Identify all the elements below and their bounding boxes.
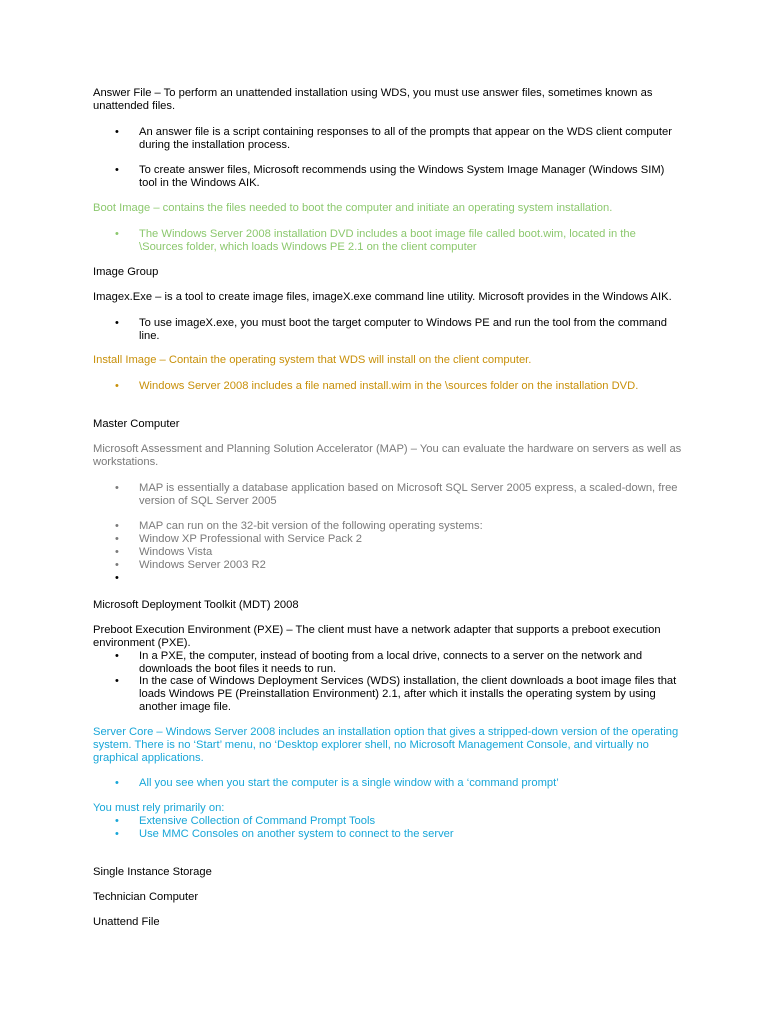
list-item-text: Windows Server 2003 R2 xyxy=(139,559,266,571)
list-item-text: In the case of Windows Deployment Services (WDS) installation, the client downloads a boot image files that loads Windows PE (Preinstallation Environment) 2.1, after which it installs the operating system by using another image file. xyxy=(139,675,677,713)
bullet: • xyxy=(115,828,119,840)
list-item-text: All you see when you start the computer is a single window with a ‘command prompt’ xyxy=(139,777,559,789)
list-item-text: In a PXE, the computer, instead of booting from a local drive, connects to a server on the network and downloads the boot files it needs to run. xyxy=(139,650,643,675)
mdt-heading: Microsoft Deployment Toolkit (MDT) 2008 xyxy=(93,599,299,611)
list-item xyxy=(115,815,679,828)
map-paragraph: Microsoft Assessment and Planning Solution Accelerator (MAP) – You can evaluate the hardware on servers as well as workstations. xyxy=(93,443,682,468)
single-instance-heading: Single Instance Storage xyxy=(93,866,212,878)
list-item xyxy=(115,482,679,508)
technician-heading: Technician Computer xyxy=(93,891,199,903)
image-group-heading: Image Group xyxy=(93,266,159,278)
list-item xyxy=(115,675,679,714)
bullet: • xyxy=(115,520,119,532)
list-item-text: To use imageX.exe, you must boot the target computer to Windows PE and run the tool from the command line. xyxy=(139,317,667,342)
list-item xyxy=(115,164,679,190)
list-item xyxy=(115,777,679,790)
master-computer-heading: Master Computer xyxy=(93,418,180,430)
list-item-text: Use MMC Consoles on another system to connect to the server xyxy=(139,828,454,840)
pxe-paragraph: Preboot Execution Environment (PXE) – The client must have a network adapter that supports a preboot execution environment (PXE). xyxy=(93,624,661,649)
list-item xyxy=(115,126,679,152)
bullet: • xyxy=(115,572,119,584)
list-item xyxy=(115,828,679,841)
list-item xyxy=(115,317,679,343)
list-item xyxy=(115,380,679,393)
list-item-text: MAP is essentially a database application based on Microsoft SQL Server 2005 express, a scaled-down, free version of SQL Server 2005 xyxy=(139,482,678,507)
server-core-paragraph: Server Core – Windows Server 2008 includes an installation option that gives a stripped-down version of the operating system. There is no ‘Start’ menu, no ‘Desktop explorer shell, no Microsoft Management Console, and virtually no graphical applications. xyxy=(93,726,679,764)
list-item xyxy=(115,533,679,546)
unattend-heading: Unattend File xyxy=(93,916,160,928)
list-item xyxy=(115,559,679,572)
bullet: • xyxy=(115,675,119,687)
list-item xyxy=(115,546,679,559)
bullet: • xyxy=(115,380,119,392)
bullet: • xyxy=(115,650,119,662)
bullet: • xyxy=(115,559,119,571)
list-item xyxy=(115,650,679,676)
bullet: • xyxy=(115,815,119,827)
list-item xyxy=(115,520,679,533)
rely-paragraph: You must rely primarily on: xyxy=(93,802,225,814)
bullet: • xyxy=(115,317,119,329)
bullet: • xyxy=(115,482,119,494)
list-item-text: An answer file is a script containing responses to all of the prompts that appear on the WDS client computer during the installation process. xyxy=(139,126,672,151)
answer-file-paragraph: Answer File – To perform an unattended installation using WDS, you must use answer files, sometimes known as unattended files. xyxy=(93,87,653,112)
imagex-paragraph: Imagex.Exe – is a tool to create image files, imageX.exe command line utility. Microsoft provides in the Windows AIK. xyxy=(93,291,672,303)
bullet: • xyxy=(115,546,119,558)
list-item xyxy=(115,228,679,254)
install-image-paragraph: Install Image – Contain the operating system that WDS will install on the client computer. xyxy=(93,354,532,366)
list-item-text: Extensive Collection of Command Prompt Tools xyxy=(139,815,376,827)
boot-image-paragraph: Boot Image – contains the files needed to boot the computer and initiate an operating system installation. xyxy=(93,202,613,214)
bullet: • xyxy=(115,228,119,240)
bullet: • xyxy=(115,533,119,545)
list-item-text: MAP can run on the 32-bit version of the following operating systems: xyxy=(139,520,483,532)
bullet: • xyxy=(115,126,119,138)
list-item-text: Window XP Professional with Service Pack 2 xyxy=(139,533,363,545)
list-item-text: Windows Server 2008 includes a file named install.wim in the \sources folder on the installation DVD. xyxy=(139,380,639,392)
bullet: • xyxy=(115,164,119,176)
bullet: • xyxy=(115,777,119,789)
list-item-text: The Windows Server 2008 installation DVD includes a boot image file called boot.wim, located in the \Sources folder, which loads Windows PE 2.1 on the client computer xyxy=(139,228,636,253)
list-item-text: To create answer files, Microsoft recommends using the Windows System Image Manager (Windows SIM) tool in the Windows AIK. xyxy=(139,164,665,189)
list-item-text: Windows Vista xyxy=(139,546,213,558)
